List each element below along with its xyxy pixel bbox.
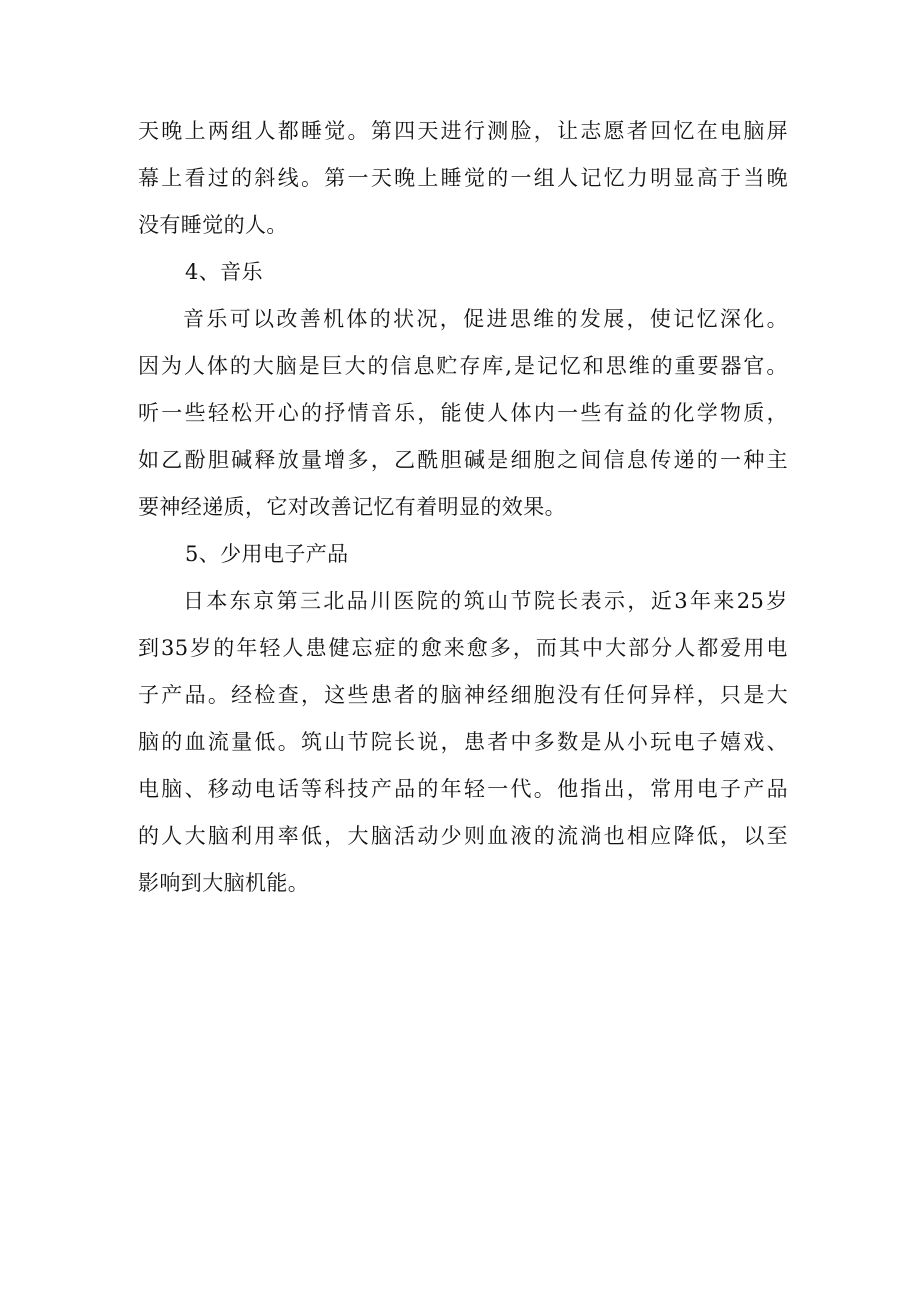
text-line: 没有睡觉的人。 <box>138 213 288 237</box>
section-heading-electronics: 5、少用电子产品 <box>185 542 349 566</box>
document-body <box>138 108 788 907</box>
text-line: 幕 上 看 过 的 斜 线 。 第 一 天 晚 上 睡 觉 的 一 组 人 记 忆 力 明 显 高 于 当 晚 <box>138 166 788 190</box>
text-line: 到 35 岁 的 年 轻 人 患 健 忘 症 的 愈 来 愈 多 ， 而 其 中 大 部 分 人 都 爱 用 电 <box>138 636 788 660</box>
text-line: 音 乐 可 以 改 善 机 体 的 状 况 ， 促 进 思 维 的 发 展 ， 使 记 忆 深 化 。 <box>183 307 788 331</box>
text-line: 要神经递质，它对改善记忆有着明显的效果。 <box>138 495 566 519</box>
text-line: 如 乙 酚 胆 碱 释 放 量 增 多 ， 乙 酰 胆 碱 是 细 胞 之 间 信 息 传 递 的 一 种 主 <box>138 448 788 472</box>
text-line: 听 一 些 轻 松 开 心 的 抒 情 音 乐 ， 能 使 人 体 内 一 些 有 益 的 化 学 物 质 ， <box>138 401 788 425</box>
text-line: 影响到大脑机能。 <box>138 871 310 895</box>
text-line: 日 本 东 京 第 三 北 品 川 医 院 的 筑 山 节 院 长 表 示 ， 近 3 年 来 25 岁 <box>183 589 788 613</box>
text-line: 的 人 大 脑 利 用 率 低 ， 大 脑 活 动 少 则 血 液 的 流 淌 也 相 应 降 低 ， 以 至 <box>138 824 788 848</box>
text-line: 因 为 人 体 的 大 脑 是 巨 大 的 信 息 贮 存 库 , 是 记 忆 和 思 维 的 重 要 器 官 。 <box>138 354 788 378</box>
text-line: 脑 的 血 流 量 低 。 筑 山 节 院 长 说 ， 患 者 中 多 数 是 从 小 玩 电 子 嬉 戏 、 <box>138 730 788 754</box>
text-line: 子 产 品 。 经 检 查 ， 这 些 患 者 的 脑 神 经 细 胞 没 有 任 何 异 样 ， 只 是 大 <box>138 683 788 707</box>
section-heading-music: 4、音乐 <box>185 260 263 284</box>
text-line: 天 晚 上 两 组 人 都 睡 觉 。 第 四 天 进 行 测 脸 ， 让 志 愿 者 回 忆 在 电 脑 屏 <box>138 119 788 143</box>
text-line: 电 脑 、 移 动 电 话 等 科 技 产 品 的 年 轻 一 代 。 他 指 出 ， 常 用 电 子 产 品 <box>138 777 788 801</box>
